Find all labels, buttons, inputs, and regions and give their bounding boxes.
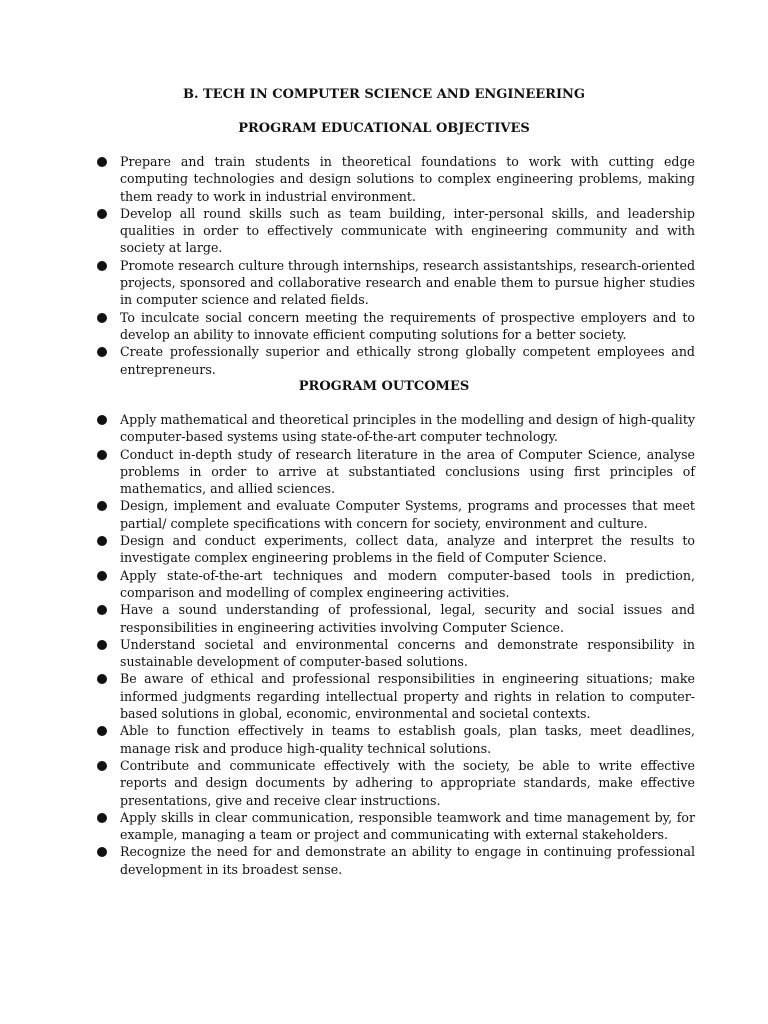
- bullet-icon: [97, 571, 107, 581]
- list-item: [96, 532, 695, 567]
- bullet-icon: [97, 674, 107, 684]
- list-item-text: Apply state-of-the-art techniques and modern computer-based tools in prediction, comparison and modelling of complex engineering activities.: [120, 567, 695, 600]
- list-item-text: Conduct in-depth study of research literature in the area of Computer Science, analyse problems in order to arrive at substantiated conclusions using first principles of mathematics, and allied sciences.: [120, 446, 695, 497]
- bullet-icon: [97, 726, 107, 736]
- list-item-text: Develop all round skills such as team building, inter-personal skills, and leadership qualities in order to effectively communicate with engineering community and with society at large.: [120, 205, 695, 256]
- list-item: [96, 809, 695, 844]
- document-title: B. TECH IN COMPUTER SCIENCE AND ENGINEERING: [182, 87, 586, 102]
- list-item: [96, 670, 695, 722]
- bullet-icon: [97, 415, 107, 425]
- bullet-icon: [97, 813, 107, 823]
- bullet-icon: [97, 313, 107, 323]
- list-item-text: Design and conduct experiments, collect data, analyze and interpret the results to investigate complex engineering problems in the field of Computer Science.: [120, 533, 695, 566]
- list-item: [96, 567, 695, 602]
- bullet-icon: [97, 605, 107, 615]
- list-item: [96, 757, 695, 809]
- peo-list: [96, 153, 695, 378]
- list-item: [96, 343, 695, 378]
- list-item: [96, 843, 695, 878]
- list-item: [96, 446, 695, 498]
- list-item: [96, 205, 695, 257]
- bullet-icon: [97, 157, 107, 167]
- list-item-text: Able to function effectively in teams to establish goals, plan tasks, meet deadlines, manage risk and produce high-quality technical solutions.: [120, 723, 695, 756]
- peo-heading: PROGRAM EDUCATIONAL OBJECTIVES: [238, 121, 530, 136]
- bullet-icon: [97, 261, 107, 271]
- list-item-text: To inculcate social concern meeting the requirements of prospective employers and to develop an ability to innovate efficient computing solutions for a better society.: [120, 309, 695, 342]
- bullet-icon: [97, 761, 107, 771]
- list-item-text: Create professionally superior and ethically strong globally competent employees and entrepreneurs.: [120, 344, 695, 377]
- list-item: [96, 309, 695, 344]
- list-item-text: Have a sound understanding of professional, legal, security and social issues and responsibilities in engineering activities involving Computer Science.: [120, 602, 695, 635]
- list-item: [96, 722, 695, 757]
- list-item-text: Prepare and train students in theoretical foundations to work with cutting edge computing technologies and design solutions to complex engineering problems, making them ready to work in industrial environment.: [120, 154, 695, 204]
- bullet-icon: [97, 209, 107, 219]
- po-list: [96, 411, 695, 878]
- list-item-text: Recognize the need for and demonstrate an ability to engage in continuing professional development in its broadest sense.: [120, 844, 695, 877]
- list-item-text: Apply skills in clear communication, responsible teamwork and time management by, for example, managing a team or project and communicating with external stakeholders.: [120, 809, 695, 843]
- list-item: [96, 497, 695, 532]
- list-item: [96, 257, 695, 309]
- bullet-icon: [97, 450, 107, 460]
- bullet-icon: [97, 347, 107, 357]
- list-item-text: Understand societal and environmental concerns and demonstrate responsibility in sustainable development of computer-based solutions.: [120, 636, 695, 670]
- list-item-text: Design, implement and evaluate Computer Systems, programs and processes that meet partial/ complete specifications with concern for society, environment and culture.: [120, 498, 695, 531]
- bullet-icon: [97, 640, 107, 650]
- list-item-text: Be aware of ethical and professional responsibilities in engineering situations; make informed judgments regarding intellectual property and rights in relation to computer-based solutions in global, economic, environmental and societal contexts.: [120, 671, 695, 722]
- bullet-icon: [97, 536, 107, 546]
- list-item: [96, 636, 695, 671]
- list-item: [96, 601, 695, 636]
- bullet-icon: [97, 847, 107, 857]
- list-item-text: Contribute and communicate effectively with the society, be able to write effective reports and design documents by adhering to appropriate standards, make effective presentations, give and receive clear instructions.: [120, 757, 695, 808]
- list-item: [96, 153, 695, 205]
- bullet-icon: [97, 501, 107, 511]
- list-item-text: Apply mathematical and theoretical principles in the modelling and design of high-quality computer-based systems using state-of-the-art computer technology.: [120, 412, 695, 445]
- list-item-text: Promote research culture through internships, research assistantships, research-oriented projects, sponsored and collaborative research and enable them to pursue higher studies in computer science and related fields.: [120, 257, 696, 308]
- po-heading: PROGRAM OUTCOMES: [298, 379, 470, 394]
- list-item: [96, 411, 695, 446]
